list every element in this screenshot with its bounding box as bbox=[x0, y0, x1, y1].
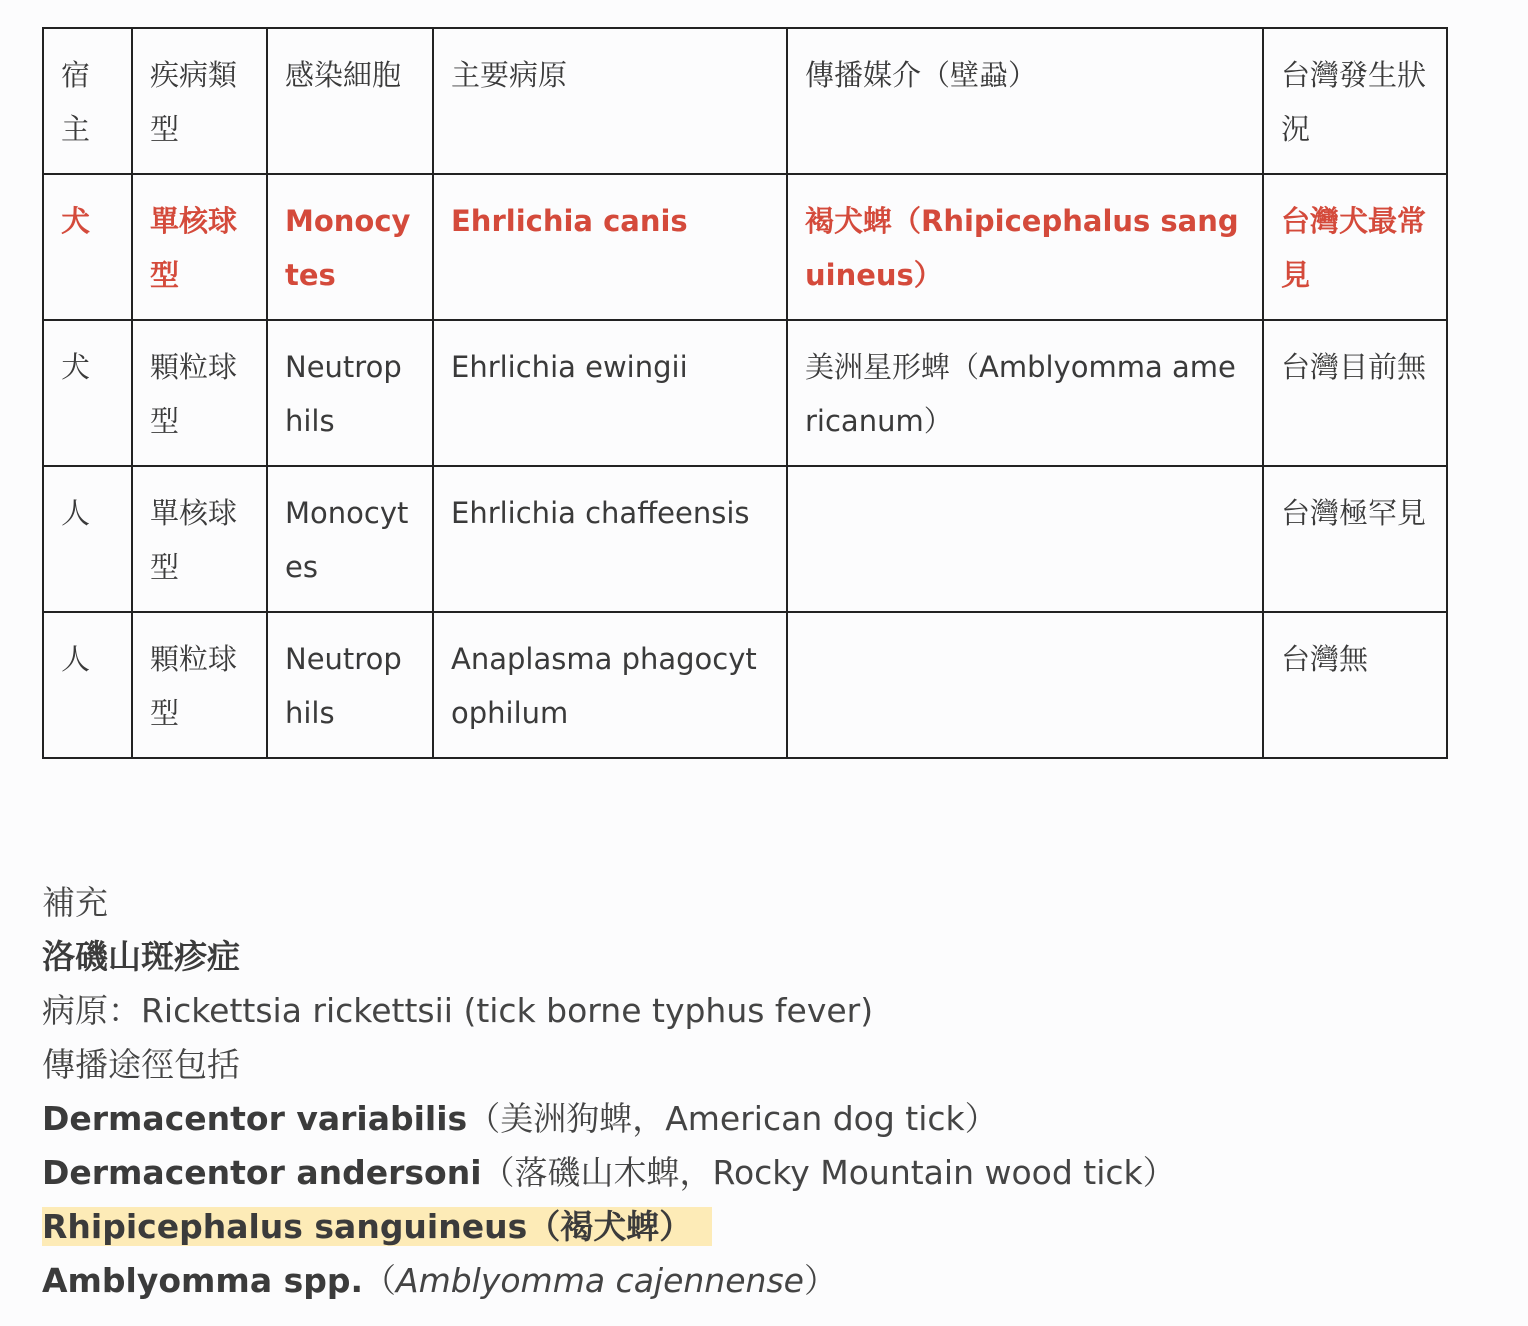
vector-detail-species: Amblyomma cajennense bbox=[396, 1261, 804, 1300]
disease-title: 洛磯山斑疹症 bbox=[42, 937, 240, 976]
cell-infected-cell: Monocytes bbox=[267, 466, 433, 612]
header-taiwan-status: 台灣發生狀況 bbox=[1263, 28, 1447, 174]
supplement-label: 補充 bbox=[42, 883, 108, 922]
cell-disease-type: 單核球型 bbox=[132, 466, 267, 612]
vector-name: Amblyomma spp. bbox=[42, 1261, 363, 1300]
routes-label: 傳播途徑包括 bbox=[42, 1045, 240, 1084]
ehrlichiosis-table bbox=[42, 27, 1448, 759]
vector-item bbox=[42, 1254, 1482, 1308]
cell-infected-cell: Neutrophils bbox=[267, 612, 433, 758]
cell-taiwan-status: 台灣無 bbox=[1263, 612, 1447, 758]
highlighted-vector-name: Rhipicephalus sanguineus（褐犬蜱） bbox=[42, 1207, 712, 1246]
cell-taiwan-status: 台灣極罕見 bbox=[1263, 466, 1447, 612]
cell-disease-type: 顆粒球型 bbox=[132, 612, 267, 758]
vector-detail: （美洲狗蜱，American dog tick） bbox=[467, 1099, 998, 1138]
cell-infected-cell: Monocytes bbox=[267, 174, 433, 320]
pathogen-line: 病原：Rickettsia rickettsii (tick borne typhus fever) bbox=[42, 991, 874, 1030]
cell-infected-cell: Neutrophils bbox=[267, 320, 433, 466]
cell-vector: 褐犬蜱（Rhipicephalus sanguineus） bbox=[787, 174, 1263, 320]
table-row bbox=[43, 320, 1447, 466]
vector-name: Dermacentor variabilis bbox=[42, 1099, 468, 1138]
cell-host: 人 bbox=[43, 466, 132, 612]
table-header-row bbox=[43, 28, 1447, 174]
cell-pathogen: Anaplasma phagocytophilum bbox=[433, 612, 787, 758]
cell-taiwan-status: 台灣目前無 bbox=[1263, 320, 1447, 466]
cell-host: 犬 bbox=[43, 174, 132, 320]
header-pathogen: 主要病原 bbox=[433, 28, 787, 174]
cell-pathogen: Ehrlichia ewingii bbox=[433, 320, 787, 466]
cell-disease-type: 單核球型 bbox=[132, 174, 267, 320]
cell-vector: 美洲星形蜱（Amblyomma americanum） bbox=[787, 320, 1263, 466]
vector-item-highlighted bbox=[42, 1200, 1482, 1254]
header-disease-type: 疾病類型 bbox=[132, 28, 267, 174]
supplement-notes bbox=[42, 876, 1482, 1308]
table-row bbox=[43, 612, 1447, 758]
cell-host: 人 bbox=[43, 612, 132, 758]
cell-vector bbox=[787, 466, 1263, 612]
cell-vector bbox=[787, 612, 1263, 758]
vector-detail: （落磯山木蜱，Rocky Mountain wood tick） bbox=[481, 1153, 1176, 1192]
table-row bbox=[43, 174, 1447, 320]
cell-pathogen: Ehrlichia canis bbox=[433, 174, 787, 320]
header-infected-cell: 感染細胞 bbox=[267, 28, 433, 174]
cell-taiwan-status: 台灣犬最常見 bbox=[1263, 174, 1447, 320]
table-row bbox=[43, 466, 1447, 612]
vector-item bbox=[42, 1092, 1482, 1146]
cell-disease-type: 顆粒球型 bbox=[132, 320, 267, 466]
vector-detail-open: （ bbox=[363, 1261, 396, 1300]
cell-host: 犬 bbox=[43, 320, 132, 466]
header-vector: 傳播媒介（壁蝨） bbox=[787, 28, 1263, 174]
header-host: 宿主 bbox=[43, 28, 132, 174]
cell-pathogen: Ehrlichia chaffeensis bbox=[433, 466, 787, 612]
vector-item bbox=[42, 1146, 1482, 1200]
vector-detail-close: ） bbox=[803, 1261, 837, 1300]
vector-name: Dermacentor andersoni bbox=[42, 1153, 482, 1192]
